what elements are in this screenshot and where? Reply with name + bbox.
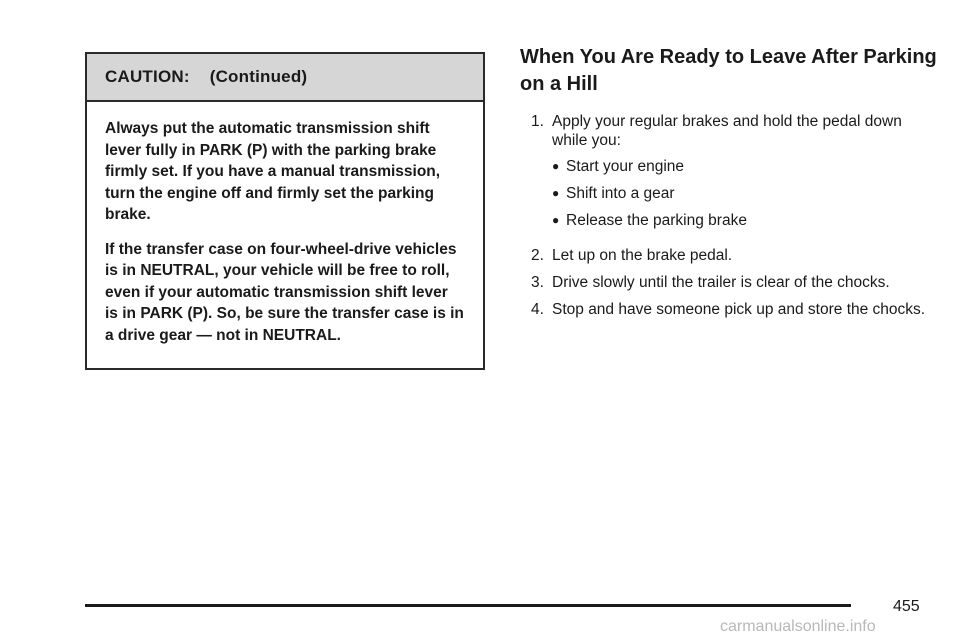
- footer-rule: [85, 604, 851, 607]
- step-text: Drive slowly until the trailer is clear of the chocks.: [552, 274, 890, 291]
- step-item: [531, 300, 940, 319]
- bullet-text: Start your engine: [566, 158, 685, 175]
- caution-header: [87, 54, 483, 102]
- section-title: When You Are Ready to Leave After Parking on a Hill: [520, 46, 937, 95]
- bullet-icon: ●: [552, 159, 560, 173]
- step-text: Let up on the brake pedal.: [552, 247, 733, 264]
- caution-label: CAUTION:: [105, 67, 190, 86]
- caution-box: [85, 52, 485, 370]
- step-number: 3.: [531, 274, 544, 291]
- caution-continued: (Continued): [209, 67, 308, 86]
- bullet-item: [552, 211, 940, 230]
- step-text: Stop and have someone pick up and store the chocks.: [552, 301, 926, 318]
- caution-body: [87, 102, 483, 346]
- bullet-text: Release the parking brake: [566, 212, 747, 229]
- caution-paragraph: If the transfer case on four-wheel-drive vehicles is in NEUTRAL, your vehicle will be free to roll, even if your automatic transmission shift lever is in PARK (P). So, be sure the transfer case is in a drive gear — not in NEUTRAL.: [105, 240, 464, 344]
- bullet-item: [552, 184, 940, 203]
- bullet-icon: ●: [552, 186, 560, 200]
- bullet-item: [552, 157, 940, 176]
- watermark: carmanualsonline.info: [720, 618, 876, 635]
- step-number: 4.: [531, 301, 544, 318]
- step-list: [520, 112, 940, 319]
- step-number: 2.: [531, 247, 544, 264]
- bullet-icon: ●: [552, 213, 560, 227]
- step-number: 1.: [531, 113, 544, 130]
- bullet-list: [552, 157, 940, 230]
- page-number: 455: [893, 598, 920, 615]
- step-item: [531, 246, 940, 265]
- instructions-section: [520, 44, 940, 327]
- step-text: Apply your regular brakes and hold the pedal down while you:: [552, 113, 902, 149]
- step-item: [531, 112, 940, 238]
- caution-paragraph: Always put the automatic transmission shift lever fully in PARK (P) with the parking brake firmly set. If you have a manual transmission, turn the engine off and firmly set the parking brake.: [105, 120, 441, 223]
- step-item: [531, 273, 940, 292]
- bullet-text: Shift into a gear: [566, 185, 675, 202]
